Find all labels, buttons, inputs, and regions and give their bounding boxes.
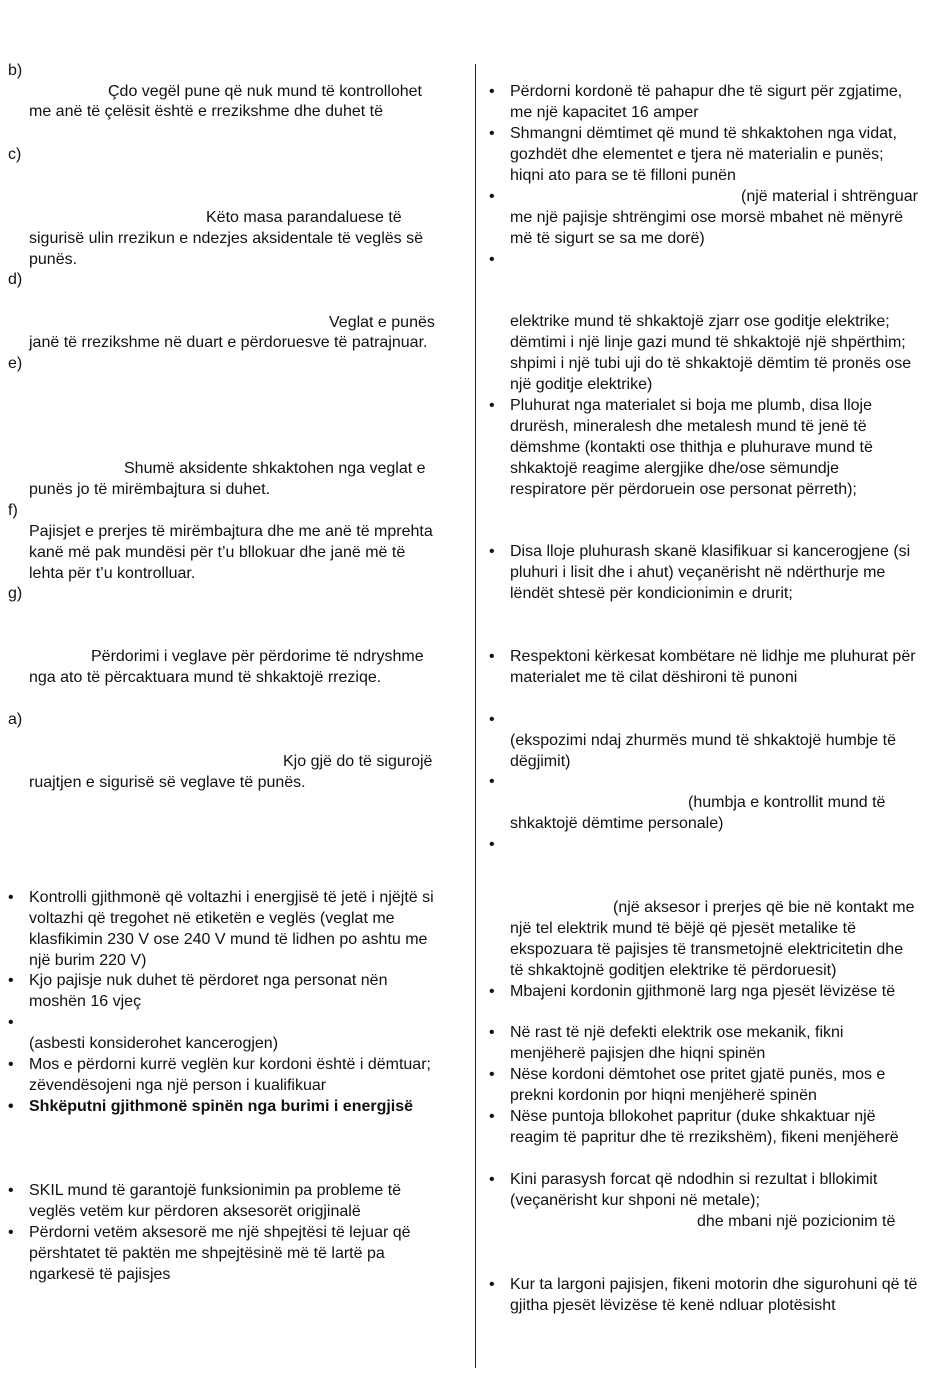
bullet-line: Shmangni dëmtimet që mund të shkaktohen nga vidat, <box>510 125 897 142</box>
bullet-line: dhe mbani një pozicionim të <box>697 1213 896 1230</box>
bullet-line: (humbja e kontrollit mund të <box>688 794 886 811</box>
bullet-line: menjëherë pajisjen dhe hiqni spinën <box>510 1045 766 1062</box>
section-b-line: Çdo vegël pune që nuk mund të kontrollohet <box>108 83 422 100</box>
bullet-line: hiqni ato para se të filloni punën <box>510 167 736 184</box>
text-line: të shkaktojnë goditjen elektrike të përdoruesit) <box>510 962 837 979</box>
bullet-line-bold: Shkëputni gjithmonë spinën nga burimi i energjisë <box>29 1098 414 1115</box>
text-line: dëmtimi i një linje gazi mund të shkaktojë një shpërthim; <box>510 334 906 351</box>
bullet-line: Nëse kordoni dëmtohet ose pritet gjatë punës, mos e <box>510 1066 886 1083</box>
bullet-line: përshtatet të paktën me shpejtësinë më të lartë pa <box>29 1245 385 1262</box>
section-label-e: e) <box>8 355 23 372</box>
bullet-marker: • <box>8 1098 14 1115</box>
bullet-line: Nëse puntoja bllokohet papritur (duke shkaktuar një <box>510 1108 876 1125</box>
section-a-line: ruajtjen e sigurisë së veglave të punës. <box>29 774 306 791</box>
bullet-marker: • <box>489 543 495 560</box>
section-c-line: sigurisë ulin rrezikun e ndezjes aksidentale të veglës së <box>29 230 423 247</box>
bullet-line: reagim të papritur dhe të rrezikshëm), fikeni menjëherë <box>510 1129 899 1146</box>
bullet-marker: • <box>8 1056 14 1073</box>
bullet-line: materialet me të cilat dëshironi të punoni <box>510 669 798 686</box>
bullet-marker: • <box>489 1171 495 1188</box>
bullet-line: Kini parasysh forcat që ndodhin si rezultat i bllokimit <box>510 1171 878 1188</box>
bullet-marker: • <box>8 1014 14 1031</box>
bullet-marker: • <box>489 1024 495 1041</box>
section-b-line: me anë të çelësit është e rrezikshme dhe duhet të <box>29 103 383 120</box>
bullet-marker: • <box>489 397 495 414</box>
section-e-line: Shumë aksidente shkaktohen nga veglat e <box>124 460 426 477</box>
section-label-a: a) <box>8 711 23 728</box>
text-line: ekspozuara të pajisjes të transmetojnë elektricitetin dhe <box>510 941 904 958</box>
bullet-line: Kjo pajisje nuk duhet të përdoret nga personat nën <box>29 972 388 989</box>
bullet-line: lëndët shtesë për kondicionimin e drurit; <box>510 585 793 602</box>
bullet-line: respiratore për përdoruein ose personat përreth); <box>510 481 857 498</box>
bullet-line: një burim 220 V) <box>29 952 147 969</box>
bullet-marker: • <box>489 1066 495 1083</box>
bullet-line: prekni kordonin por hiqni menjëherë spinën <box>510 1087 817 1104</box>
bullet-line: drurësh, mineralesh dhe metalesh mund të jenë të <box>510 418 867 435</box>
bullet-line: dëgjimit) <box>510 753 571 770</box>
bullet-marker: • <box>489 83 495 100</box>
section-g-line: Përdorimi i veglave për përdorime të ndryshme <box>91 648 424 665</box>
bullet-marker: • <box>8 1182 14 1199</box>
bullet-marker: • <box>489 836 495 853</box>
bullet-line: shkaktojë dëmtime personale) <box>510 815 724 832</box>
section-label-f: f) <box>8 502 18 519</box>
bullet-marker: • <box>489 711 495 728</box>
bullet-marker: • <box>8 1224 14 1241</box>
section-label-d: d) <box>8 271 23 288</box>
bullet-marker: • <box>8 972 14 989</box>
section-d-line: janë të rrezikshme në duart e përdoruesve të patrajnuar. <box>29 334 428 351</box>
section-label-b: b) <box>8 62 23 79</box>
bullet-line: (ekspozimi ndaj zhurmës mund të shkaktojë humbje të <box>510 732 896 749</box>
text-line: (një aksesor i prerjes që bie në kontakt me <box>613 899 915 916</box>
bullet-line: Kur ta largoni pajisjen, fikeni motorin dhe sigurohuni që të <box>510 1276 918 1293</box>
section-f-line: lehta për t’u kontrolluar. <box>29 565 196 582</box>
section-d-line: Veglat e punës <box>329 314 435 331</box>
bullet-line: Mbajeni kordonin gjithmonë larg nga pjesët lëvizëse të <box>510 983 896 1000</box>
section-label-c: c) <box>8 146 22 163</box>
bullet-line: Kontrolli gjithmonë që voltazhi i energjisë të jetë i njëjtë si <box>29 889 434 906</box>
bullet-line: SKIL mund të garantojë funksionimin pa probleme të <box>29 1182 402 1199</box>
text-line: shpimi i një tubi uji do të shkaktojë dëmtim të pronës ose <box>510 355 912 372</box>
bullet-line: Në rast të një defekti elektrik ose mekanik, fikni <box>510 1024 844 1041</box>
bullet-line: gozhdët dhe elementet e tjera në materialin e punës; <box>510 146 884 163</box>
bullet-line: (një material i shtrënguar <box>741 188 918 205</box>
bullet-line: (veçanërisht kur shponi në metale); <box>510 1192 760 1209</box>
section-e-line: punës jo të mirëmbajtura si duhet. <box>29 481 271 498</box>
section-a-line: Kjo gjë do të sigurojë <box>283 753 433 770</box>
bullet-line: zëvendësojeni nga një person i kualifikuar <box>29 1077 327 1094</box>
section-g-line: nga ato të përcaktuara mund të shkaktojë rreziqe. <box>29 669 382 686</box>
bullet-marker: • <box>8 889 14 906</box>
bullet-marker: • <box>489 1108 495 1125</box>
section-c-line: Këto masa parandaluese të <box>206 209 402 226</box>
bullet-marker: • <box>489 188 495 205</box>
bullet-line: Mos e përdorni kurrë veglën kur kordoni është i dëmtuar; <box>29 1056 431 1073</box>
column-divider <box>475 64 476 1368</box>
bullet-marker: • <box>489 1276 495 1293</box>
bullet-line: Përdorni vetëm aksesorë me një shpejtësi të lejuar që <box>29 1224 411 1241</box>
bullet-line: me një kapacitet 16 amper <box>510 104 699 121</box>
text-line: një tel elektrik mund të bëjë që pjesët metalike të <box>510 920 856 937</box>
section-label-g: g) <box>8 585 23 602</box>
bullet-marker: • <box>489 773 495 790</box>
bullet-line: më të sigurt se sa me dorë) <box>510 230 705 247</box>
section-f-line: Pajisjet e prerjes të mirëmbajtura dhe me anë të mprehta <box>29 523 433 540</box>
section-f-line: kanë më pak mundësi për t’u bllokuar dhe janë më të <box>29 544 406 561</box>
bullet-line: Pluhurat nga materialet si boja me plumb, disa lloje <box>510 397 872 414</box>
bullet-line: me një pajisje shtrëngimi ose morsë mbahet në mënyrë <box>510 209 904 226</box>
bullet-line: veglës vetëm kur përdoren aksesorët origjinalë <box>29 1203 361 1220</box>
bullet-line: Përdorni kordonë të pahapur dhe të sigurt për zgjatime, <box>510 83 903 100</box>
bullet-marker: • <box>489 983 495 1000</box>
bullet-marker: • <box>489 251 495 268</box>
bullet-line: gjitha pjesët lëvizëse të kenë ndluar plotësisht <box>510 1297 836 1314</box>
bullet-line: pluhuri i lisit dhe i ahut) veçanërisht në ndërthurje me <box>510 564 886 581</box>
bullet-line: dëmshme (kontakti ose thithja e pluhurave mund të <box>510 439 873 456</box>
bullet-line: voltazhi që tregohet në etiketën e veglës (veglat me <box>29 910 395 927</box>
bullet-line: moshën 16 vjeç <box>29 993 142 1010</box>
bullet-marker: • <box>489 648 495 665</box>
bullet-line: shkaktojë reagime alergjike dhe/ose sëmundje <box>510 460 840 477</box>
text-line: elektrike mund të shkaktojë zjarr ose goditje elektrike; <box>510 313 890 330</box>
section-c-line: punës. <box>29 251 78 268</box>
text-line: një goditje elektrike) <box>510 376 653 393</box>
bullet-line: (asbesti konsiderohet kancerogjen) <box>29 1035 279 1052</box>
bullet-line: ngarkesë të pajisjes <box>29 1266 171 1283</box>
bullet-line: klasfikimin 230 V ose 240 V mund të lidhen po ashtu me <box>29 931 428 948</box>
bullet-line: Respektoni kërkesat kombëtare në lidhje me pluhurat për <box>510 648 916 665</box>
bullet-marker: • <box>489 125 495 142</box>
bullet-line: Disa lloje pluhurash skanë klasifikuar si kancerogjene (si <box>510 543 911 560</box>
